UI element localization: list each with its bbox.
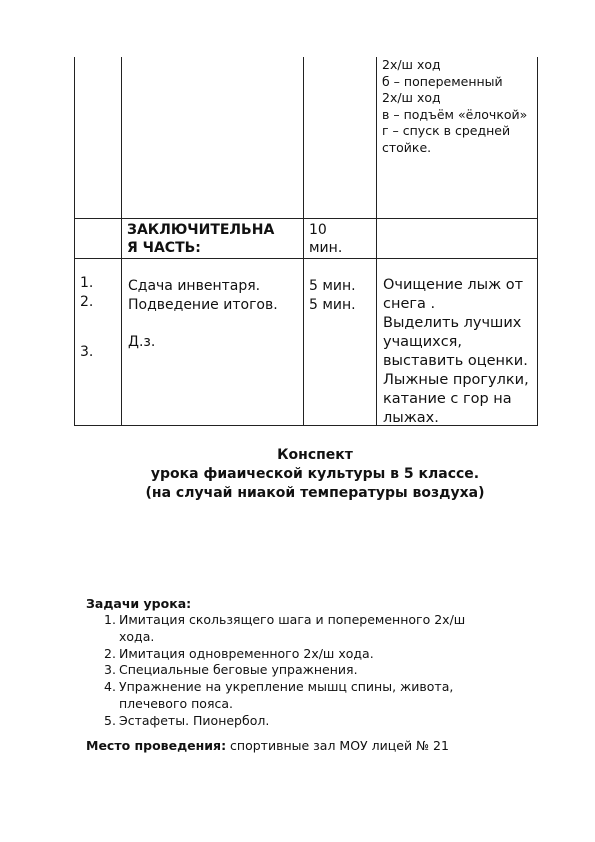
list-item	[104, 646, 465, 663]
list-item-number: 3.	[104, 662, 116, 678]
row3-time-2: 5 мин.	[309, 297, 356, 313]
table-border-right	[537, 57, 538, 426]
document-note: (на случай ниакой температуры воздуха)	[145, 485, 485, 501]
row1-content-line-6: стойке.	[382, 140, 432, 155]
table-border-col3	[303, 57, 304, 426]
list-item	[104, 713, 465, 730]
document-title: Конспект	[277, 447, 353, 463]
list-item-number: 1.	[104, 612, 116, 627]
row3-item-1: Сдача инвентаря.	[128, 278, 261, 294]
table-border-left	[74, 57, 75, 426]
row1-content-line-4: в – подъём «ёлочкой»	[382, 107, 528, 122]
row2-part-line-1: ЗАКЛЮЧИТЕЛЬНА	[127, 222, 275, 238]
list-item-text: Специальные беговые упражнения.	[119, 662, 358, 678]
venue-value: спортивные зал МОУ лицей № 21	[226, 738, 449, 753]
row2-time-line-2: мин.	[309, 240, 343, 256]
row3-note-line-3: Выделить лучших	[383, 315, 522, 331]
row3-number-1: 1.	[80, 275, 94, 291]
list-item	[104, 662, 465, 679]
row3-note-line-6: Лыжные прогулки,	[383, 372, 529, 388]
row3-note-line-1: Очищение лыж от	[383, 277, 524, 293]
row1-content-line-3: 2х/ш ход	[382, 90, 441, 105]
list-item-text: Имитация одновременного 2х/ш хода.	[119, 645, 374, 661]
row3-number-3: 3.	[80, 344, 94, 360]
list-item-text: плечевого пояса.	[119, 695, 233, 711]
table-border-row2	[74, 218, 538, 219]
list-item-text: хода.	[119, 628, 155, 644]
table-border-row3	[74, 258, 538, 259]
row3-note-line-2: снега .	[383, 296, 436, 312]
table-border-col4	[376, 57, 377, 426]
list-item	[104, 612, 465, 646]
row2-time-line-1: 10	[309, 222, 327, 238]
row3-item-3: Д.з.	[128, 334, 156, 350]
tasks-heading: Задачи урока:	[86, 596, 192, 611]
list-item-text: Имитация скользящего шага и попеременного 2х/ш	[119, 612, 466, 627]
list-item-text: Эстафеты. Пионербол.	[119, 712, 270, 728]
table-border-bottom	[74, 425, 538, 426]
row1-content-line-2: б – попеременный	[382, 74, 503, 89]
list-item-number: 5.	[104, 712, 116, 728]
venue-line	[86, 738, 449, 753]
row3-time-1: 5 мин.	[309, 278, 356, 294]
row3-item-2: Подведение итогов.	[128, 297, 278, 313]
row3-note-line-8: лыжах.	[383, 410, 439, 426]
document-subtitle: урока фиаической культуры в 5 классе.	[150, 466, 480, 482]
row3-note-line-4: учащихся,	[383, 334, 462, 350]
venue-label: Место проведения:	[86, 738, 227, 753]
row1-content-line-5: г – спуск в средней	[382, 123, 511, 138]
row3-note-line-5: выставить оценки.	[383, 353, 528, 369]
tasks-list	[104, 612, 465, 730]
list-item-text: Упражнение на укрепление мышц спины, живота,	[119, 679, 454, 695]
row3-note-line-7: катание с гор на	[383, 391, 512, 407]
table-border-col2	[121, 57, 122, 426]
row3-number-2: 2.	[80, 294, 94, 310]
row1-content-line-1: 2х/ш ход	[382, 57, 441, 72]
row2-part-line-2: Я ЧАСТЬ:	[127, 240, 201, 256]
list-item-number: 4.	[104, 679, 116, 695]
list-item-number: 2.	[104, 645, 116, 661]
list-item	[104, 679, 465, 713]
